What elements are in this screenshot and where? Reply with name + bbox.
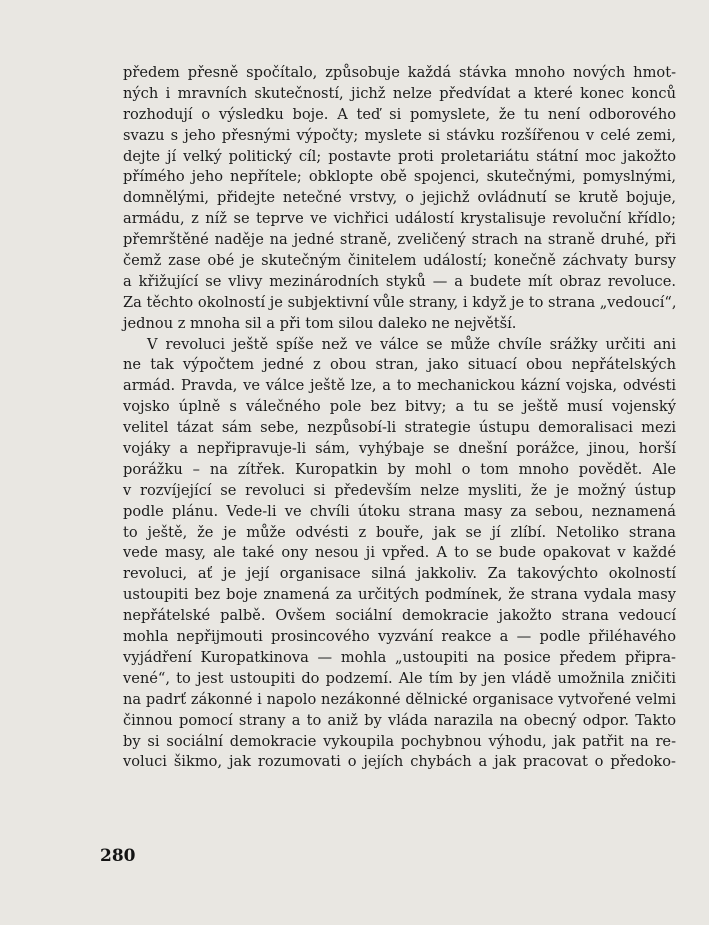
text-line: vede masy, ale také ony nesou ji vpřed. A to se bude opakovat v každé [123, 544, 676, 562]
text-line: na padrť zákonné i napolo nezákonné dělnické organisace vytvořené velmi [123, 690, 676, 708]
text-line-paragraph-end: jednou z mnoha sil a při tom silou daleko ne největší. [123, 314, 517, 332]
text-line-paragraph-start: V revoluci ještě spíše než ve válce se může chvíle srážky určiti ani [147, 335, 676, 353]
text-line: Za těchto okolností je subjektivní vůle strany, i když je to strana „vedoucí“, [123, 293, 677, 311]
text-line: vojsko úplně s válečného pole bez bitvy; a tu se ještě musí vojenský [123, 398, 676, 416]
text-line: předem přesně spočítalo, způsobuje každá stávka mnoho nových hmot- [123, 64, 676, 81]
text-line: přímého jeho nepřítele; obklopte obě spojenci, skutečnými, pomyslnými, [123, 168, 676, 186]
text-line: vojáky a nepřipravuje-li sám, vyhýbaje se dnešní porážce, jinou, horší [123, 440, 676, 458]
text-line: a křižující se vlivy mezinárodních styků — a budete mít obraz revoluce. [123, 272, 676, 290]
text-line: dejte jí velký politický cíl; postavte proti proletariátu státní moc jakožto [123, 147, 676, 165]
text-line: domnělými, přidejte netečné vrstvy, o jejichž ovládnutí se krutě bojuje, [123, 189, 676, 207]
text-line: nepřátelské palbě. Ovšem sociální demokracie jakožto strana vedoucí [123, 607, 676, 625]
text-line: porážku – na zítřek. Kuropatkin by mohl o tom mnoho povědět. Ale [123, 460, 676, 478]
text-line: čemž zase obé je skutečným činitelem událostí; konečně záchvaty bursy [123, 252, 676, 270]
text-line: armád. Pravda, ve válce ještě lze, a to mechanickou kázní vojska, odvésti [123, 377, 676, 395]
text-line: vené“, to jest ustoupiti do podzemí. Ale tím by jen vládě umožnila zničiti [123, 669, 676, 687]
text-line: podle plánu. Vede-li ve chvíli útoku strana masy za sebou, neznamená [123, 502, 676, 520]
page-number: 280 [100, 846, 136, 866]
text-line: vyjádření Kuropatkinova — mohla „ustoupiti na posice předem připra- [123, 648, 676, 666]
text-line: ustoupiti bez boje znamená za určitých podmínek, že strana vydala masy [123, 586, 676, 604]
text-line: rozhodují o výsledku boje. A teď si pomyslete, že tu není odborového [123, 105, 676, 123]
text-line: mohla nepřijmouti prosincového vyzvání reakce a — podle přiléhavého [123, 628, 676, 646]
text-line: voluci šikmo, jak rozumovati o jejích chybách a jak pracovat o předoko- [123, 753, 676, 771]
text-line: ných i mravních skutečností, jichž nelze předvídat a které konec konců [123, 84, 676, 102]
text-line: přemrštěné naděje na jedné straně, zveličený strach na straně druhé, při [123, 231, 676, 249]
text-line: velitel tázat sám sebe, nezpůsobí-li strategie ústupu demoralisaci mezi [123, 419, 676, 437]
text-line: svazu s jeho přesnými výpočty; myslete si stávku rozšířenou v celé zemi, [123, 126, 676, 144]
text-line: to ještě, že je může odvésti z bouře, jak se jí zlíbí. Netoliko strana [123, 523, 676, 541]
body-text [123, 63, 676, 773]
text-line: revoluci, ať je její organisace silná jakkoliv. Za takovýchto okolností [123, 565, 676, 583]
text-line: ne tak výpočtem jedné z obou stran, jako situací obou nepřátelských [123, 356, 676, 374]
text-line: činnou pomocí strany a to aniž by vláda narazila na obecný odpor. Takto [123, 711, 676, 729]
text-line: armádu, z níž se teprve ve vichřici událostí krystalisuje revoluční křídlo; [123, 210, 676, 228]
text-line: by si sociální demokracie vykoupila pochybnou výhodu, jak patřit na re- [123, 732, 676, 750]
text-line: v rozvíjející se revoluci si především nelze mysliti, že je možný ústup [123, 481, 676, 499]
